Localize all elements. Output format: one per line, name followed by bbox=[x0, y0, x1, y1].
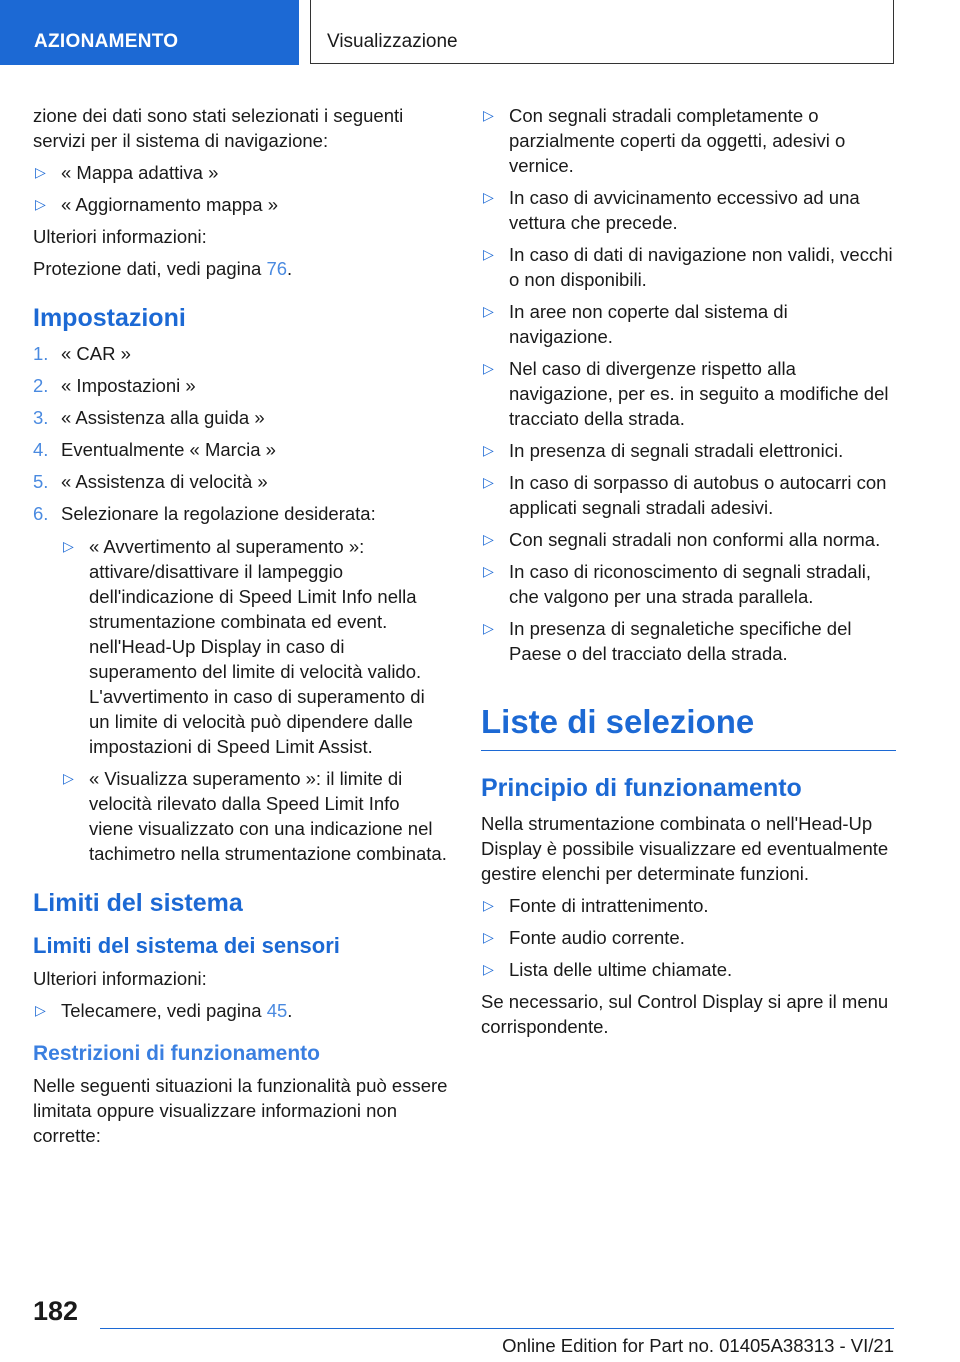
list-item: ▷ « Aggiornamento mappa » bbox=[35, 194, 279, 215]
settings-steps bbox=[33, 341, 448, 866]
lists-heading: Liste di selezione bbox=[481, 702, 896, 751]
triangle-bullet-icon: ▷ bbox=[483, 107, 494, 123]
triangle-bullet-icon: ▷ bbox=[483, 961, 494, 977]
privacy-reference: Protezione dati, vedi pagina 76. bbox=[33, 258, 293, 279]
step-item: 1. « CAR » bbox=[33, 343, 131, 364]
triangle-bullet-icon: ▷ bbox=[483, 897, 494, 913]
triangle-bullet-icon: ▷ bbox=[63, 538, 74, 554]
settings-heading: Impostazioni bbox=[33, 304, 186, 332]
camera-page-link[interactable]: 45 bbox=[266, 1000, 288, 1021]
intro-paragraph: zione dei dati sono stati selezionati i seguenti servizi per il sistema di navigazione: bbox=[33, 105, 404, 151]
privacy-page-link[interactable]: 76 bbox=[266, 258, 288, 279]
list-item: ▷ In aree non coperte dal sistema di navigazione. bbox=[483, 301, 788, 347]
triangle-bullet-icon: ▷ bbox=[483, 442, 494, 458]
limits-heading: Limiti del sistema bbox=[33, 889, 243, 917]
topic-title: Visualizzazione bbox=[327, 31, 458, 52]
triangle-bullet-icon: ▷ bbox=[35, 1002, 46, 1018]
page-number: 182 bbox=[33, 1296, 79, 1326]
footer-divider bbox=[100, 1328, 894, 1329]
triangle-bullet-icon: ▷ bbox=[63, 770, 74, 786]
list-item: ▷ In caso di dati di navigazione non validi, vecchi o non disponibili. bbox=[483, 244, 893, 290]
list-item: ▷ Lista delle ultime chiamate. bbox=[483, 959, 733, 980]
principle-paragraph: Nella strumentazione combinata o nell'Head-Up Display è possibile visualizzare ed eventualmente gestire elenchi per determinate funzioni. bbox=[481, 813, 889, 884]
topic-tab bbox=[310, 0, 894, 64]
list-item: ▷ Fonte audio corrente. bbox=[483, 927, 685, 948]
list-item: ▷ In caso di avvicinamento eccessivo ad una vettura che precede. bbox=[483, 187, 860, 233]
restrictions-heading: Restrizioni di funzionamento bbox=[33, 1042, 320, 1065]
triangle-bullet-icon: ▷ bbox=[483, 360, 494, 376]
list-item: ▷ Con segnali stradali non conformi alla norma. bbox=[483, 529, 881, 550]
step-item: 5. « Assistenza di velocità » bbox=[33, 471, 268, 492]
section-tab bbox=[0, 0, 299, 65]
list-item: ▷ In caso di sorpasso di autobus o autocarri con applicati segnali stradali adesivi. bbox=[483, 472, 887, 518]
list-item: ▷ In caso di riconoscimento di segnali stradali, che valgono per una strada parallela. bbox=[483, 561, 871, 607]
triangle-bullet-icon: ▷ bbox=[483, 246, 494, 262]
triangle-bullet-icon: ▷ bbox=[483, 563, 494, 579]
triangle-bullet-icon: ▷ bbox=[483, 531, 494, 547]
restrictions-paragraph: Nelle seguenti situazioni la funzionalità può essere limitata oppure visualizzare informazioni non corrette: bbox=[33, 1075, 448, 1146]
more-info-label: Ulteriori informazioni: bbox=[33, 226, 207, 247]
sensor-more-info: Ulteriori informazioni: bbox=[33, 968, 207, 989]
section-title: AZIONAMENTO bbox=[34, 31, 179, 52]
edition-footer: Online Edition for Part no. 01405A38313 - VI/21 bbox=[502, 1335, 894, 1356]
sensor-list bbox=[33, 998, 448, 1023]
list-item: ▷ Telecamere, vedi pagina 45. bbox=[35, 1000, 293, 1021]
list-item: ▷ In presenza di segnali stradali elettronici. bbox=[483, 440, 844, 461]
sensor-limits-heading: Limiti del sistema dei sensori bbox=[33, 933, 340, 958]
left-column bbox=[33, 103, 448, 1155]
right-column bbox=[481, 103, 896, 1046]
step-item: 6. Selezionare la regolazione desiderata: ▷ « Avvertimento al superamento »: attivare/disattivare il lampeggio dell'indicazione di Speed Limit Info nella strumentazione combinata ed event. nell'Head-Up Display in caso di superamento del limite di velocità valido. L'avvertimento in caso di superamento di un limite di velocità può dipendere dalle impostazioni di Speed Limit Assist. ▷ « Visualizza superamento »: il limite di velocità rilevato dalla Speed Limit Info viene visualizzato con una indicazione nel tachimetro nella strumentazione combinata. bbox=[33, 503, 447, 864]
step-item: 3. « Assistenza alla guida » bbox=[33, 407, 265, 428]
triangle-bullet-icon: ▷ bbox=[35, 196, 46, 212]
triangle-bullet-icon: ▷ bbox=[483, 474, 494, 490]
list-item: ▷ Fonte di intrattenimento. bbox=[483, 895, 709, 916]
triangle-bullet-icon: ▷ bbox=[483, 189, 494, 205]
triangle-bullet-icon: ▷ bbox=[483, 929, 494, 945]
triangle-bullet-icon: ▷ bbox=[483, 620, 494, 636]
list-item: ▷ Nel caso di divergenze rispetto alla navigazione, per es. in seguito a modifiche del tracciato della strada. bbox=[483, 358, 889, 429]
services-list bbox=[33, 160, 448, 217]
list-item: ▷ « Avvertimento al superamento »: attivare/disattivare il lampeggio dell'indicazione di Speed Limit Info nella strumentazione combinata ed event. nell'Head-Up Display in caso di superamento del limite di velocità valido. L'avvertimento in caso di superamento di un limite di velocità può dipendere dalle impostazioni di Speed Limit Assist. bbox=[63, 536, 425, 757]
list-item: ▷ « Mappa adattiva » bbox=[35, 162, 219, 183]
triangle-bullet-icon: ▷ bbox=[35, 164, 46, 180]
step6-options bbox=[61, 534, 448, 866]
step-item: 2. « Impostazioni » bbox=[33, 375, 196, 396]
list-item: ▷ In presenza di segnaletiche specifiche del Paese o del tracciato della strada. bbox=[483, 618, 852, 664]
selection-list bbox=[481, 893, 896, 982]
list-item: ▷ Con segnali stradali completamente o parzialmente coperti da oggetti, adesivi o vernice. bbox=[483, 105, 846, 176]
triangle-bullet-icon: ▷ bbox=[483, 303, 494, 319]
step-item: 4. Eventualmente « Marcia » bbox=[33, 439, 276, 460]
restrictions-list bbox=[481, 103, 896, 666]
principle-heading: Principio di funzionamento bbox=[481, 774, 802, 802]
closing-paragraph: Se necessario, sul Control Display si apre il menu corrispondente. bbox=[481, 991, 889, 1037]
list-item: ▷ « Visualizza superamento »: il limite di velocità rilevato dalla Speed Limit Info viene visualizzato con una indicazione nel tachimetro nella strumentazione combinata. bbox=[63, 768, 447, 864]
